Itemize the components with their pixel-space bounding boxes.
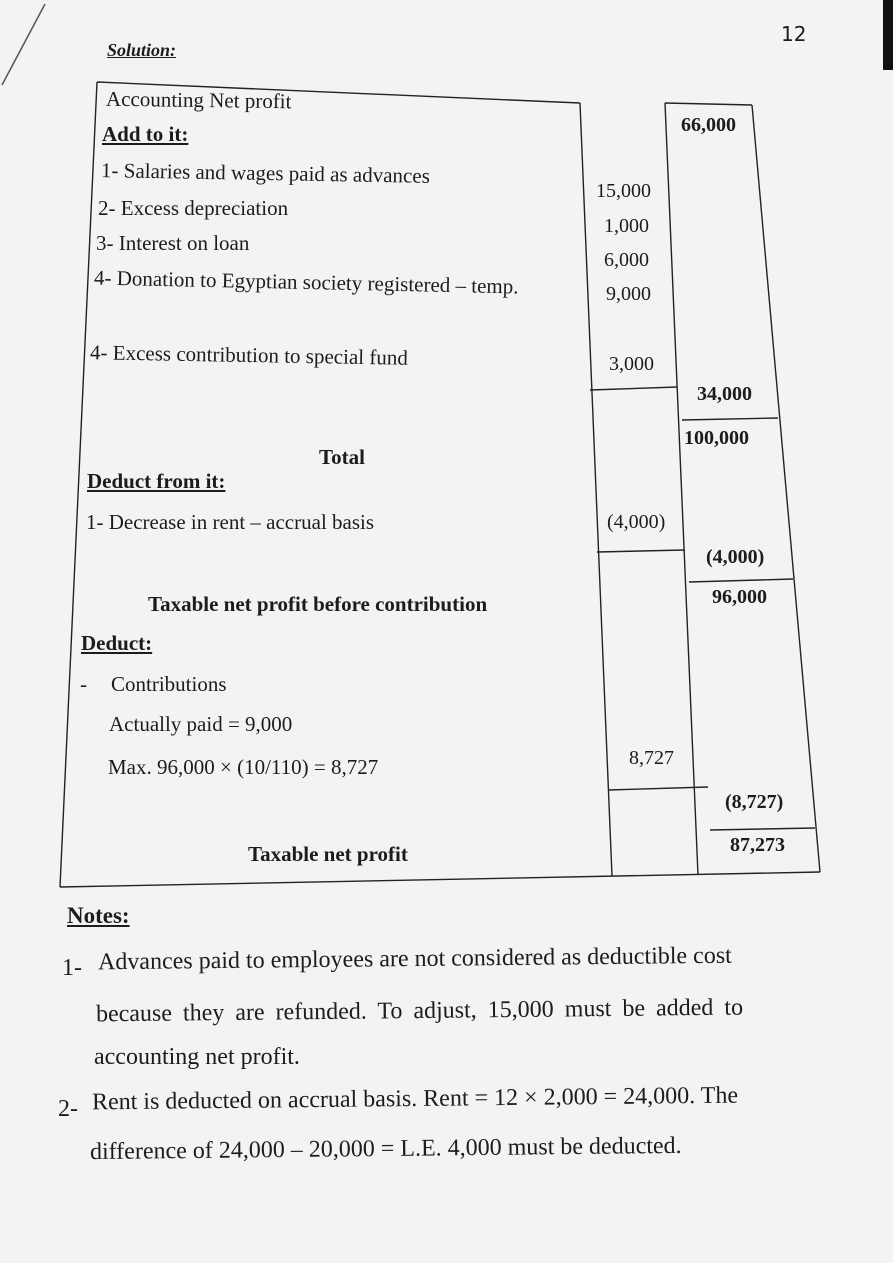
total-contribution-deduction: (8,727): [725, 791, 784, 813]
taxable-net-profit-label: Taxable net profit: [248, 842, 408, 866]
note-2-line-2: difference of 24,000 – 20,000 = L.E. 4,000 must be deducted.: [89, 1132, 682, 1166]
value-special-fund: 3,000: [609, 353, 654, 375]
deduct-from-it-heading: Deduct from it:: [87, 469, 226, 493]
value-donation: 9,000: [606, 283, 651, 305]
taxable-before-contribution-value: 96,000: [712, 586, 767, 608]
actually-paid-text: Actually paid = 9,000: [109, 712, 293, 736]
value-contribution: 8,727: [629, 747, 674, 769]
note-2-number: 2-: [58, 1096, 78, 1122]
page-number: 12: [781, 22, 807, 46]
notes-title: Notes:: [67, 903, 130, 928]
note-1-line-3: accounting net profit.: [94, 1044, 300, 1070]
add-item-special-fund: 4- Excess contribution to special fund: [89, 340, 409, 370]
contributions-label: Contributions: [111, 672, 227, 696]
note-1-line-1: Advances paid to employees are not considered as deductible cost: [97, 942, 732, 976]
note-1-number: 1-: [62, 955, 82, 981]
add-item-salaries: 1- Salaries and wages paid as advances: [100, 158, 431, 188]
note-1-line-2: because they are refunded. To adjust, 15,000 must be added to: [95, 994, 744, 1028]
bullet-dash: -: [80, 672, 87, 696]
total-rent-deduction: (4,000): [706, 546, 765, 568]
solution-title: Solution:: [107, 40, 177, 60]
total-label: Total: [319, 445, 365, 469]
accounting-net-profit-label: Accounting Net profit: [105, 86, 292, 114]
note-2-line-1: Rent is deducted on accrual basis. Rent = 12 × 2,000 = 24,000. The: [91, 1082, 739, 1116]
deduct-heading: Deduct:: [81, 631, 153, 655]
add-to-it-heading: Add to it:: [102, 122, 189, 146]
max-contribution-calc: Max. 96,000 × (10/110) = 8,727: [108, 755, 379, 779]
total-value: 100,000: [684, 427, 749, 449]
value-interest: 6,000: [604, 249, 649, 271]
add-item-depreciation: 2- Excess depreciation: [98, 196, 289, 220]
deduct-item-rent: 1- Decrease in rent – accrual basis: [86, 510, 375, 534]
value-depreciation: 1,000: [604, 215, 649, 237]
total-accounting-net-profit: 66,000: [681, 114, 736, 136]
total-additions: 34,000: [697, 383, 752, 405]
add-item-interest: 3- Interest on loan: [96, 231, 250, 255]
value-rent-deduction: (4,000): [607, 511, 666, 533]
add-item-donation: 4- Donation to Egyptian society registered – temp.: [93, 265, 519, 299]
taxable-before-contribution-label: Taxable net profit before contribution: [148, 592, 488, 616]
taxable-net-profit-value: 87,273: [730, 834, 785, 856]
value-salaries: 15,000: [596, 180, 651, 202]
